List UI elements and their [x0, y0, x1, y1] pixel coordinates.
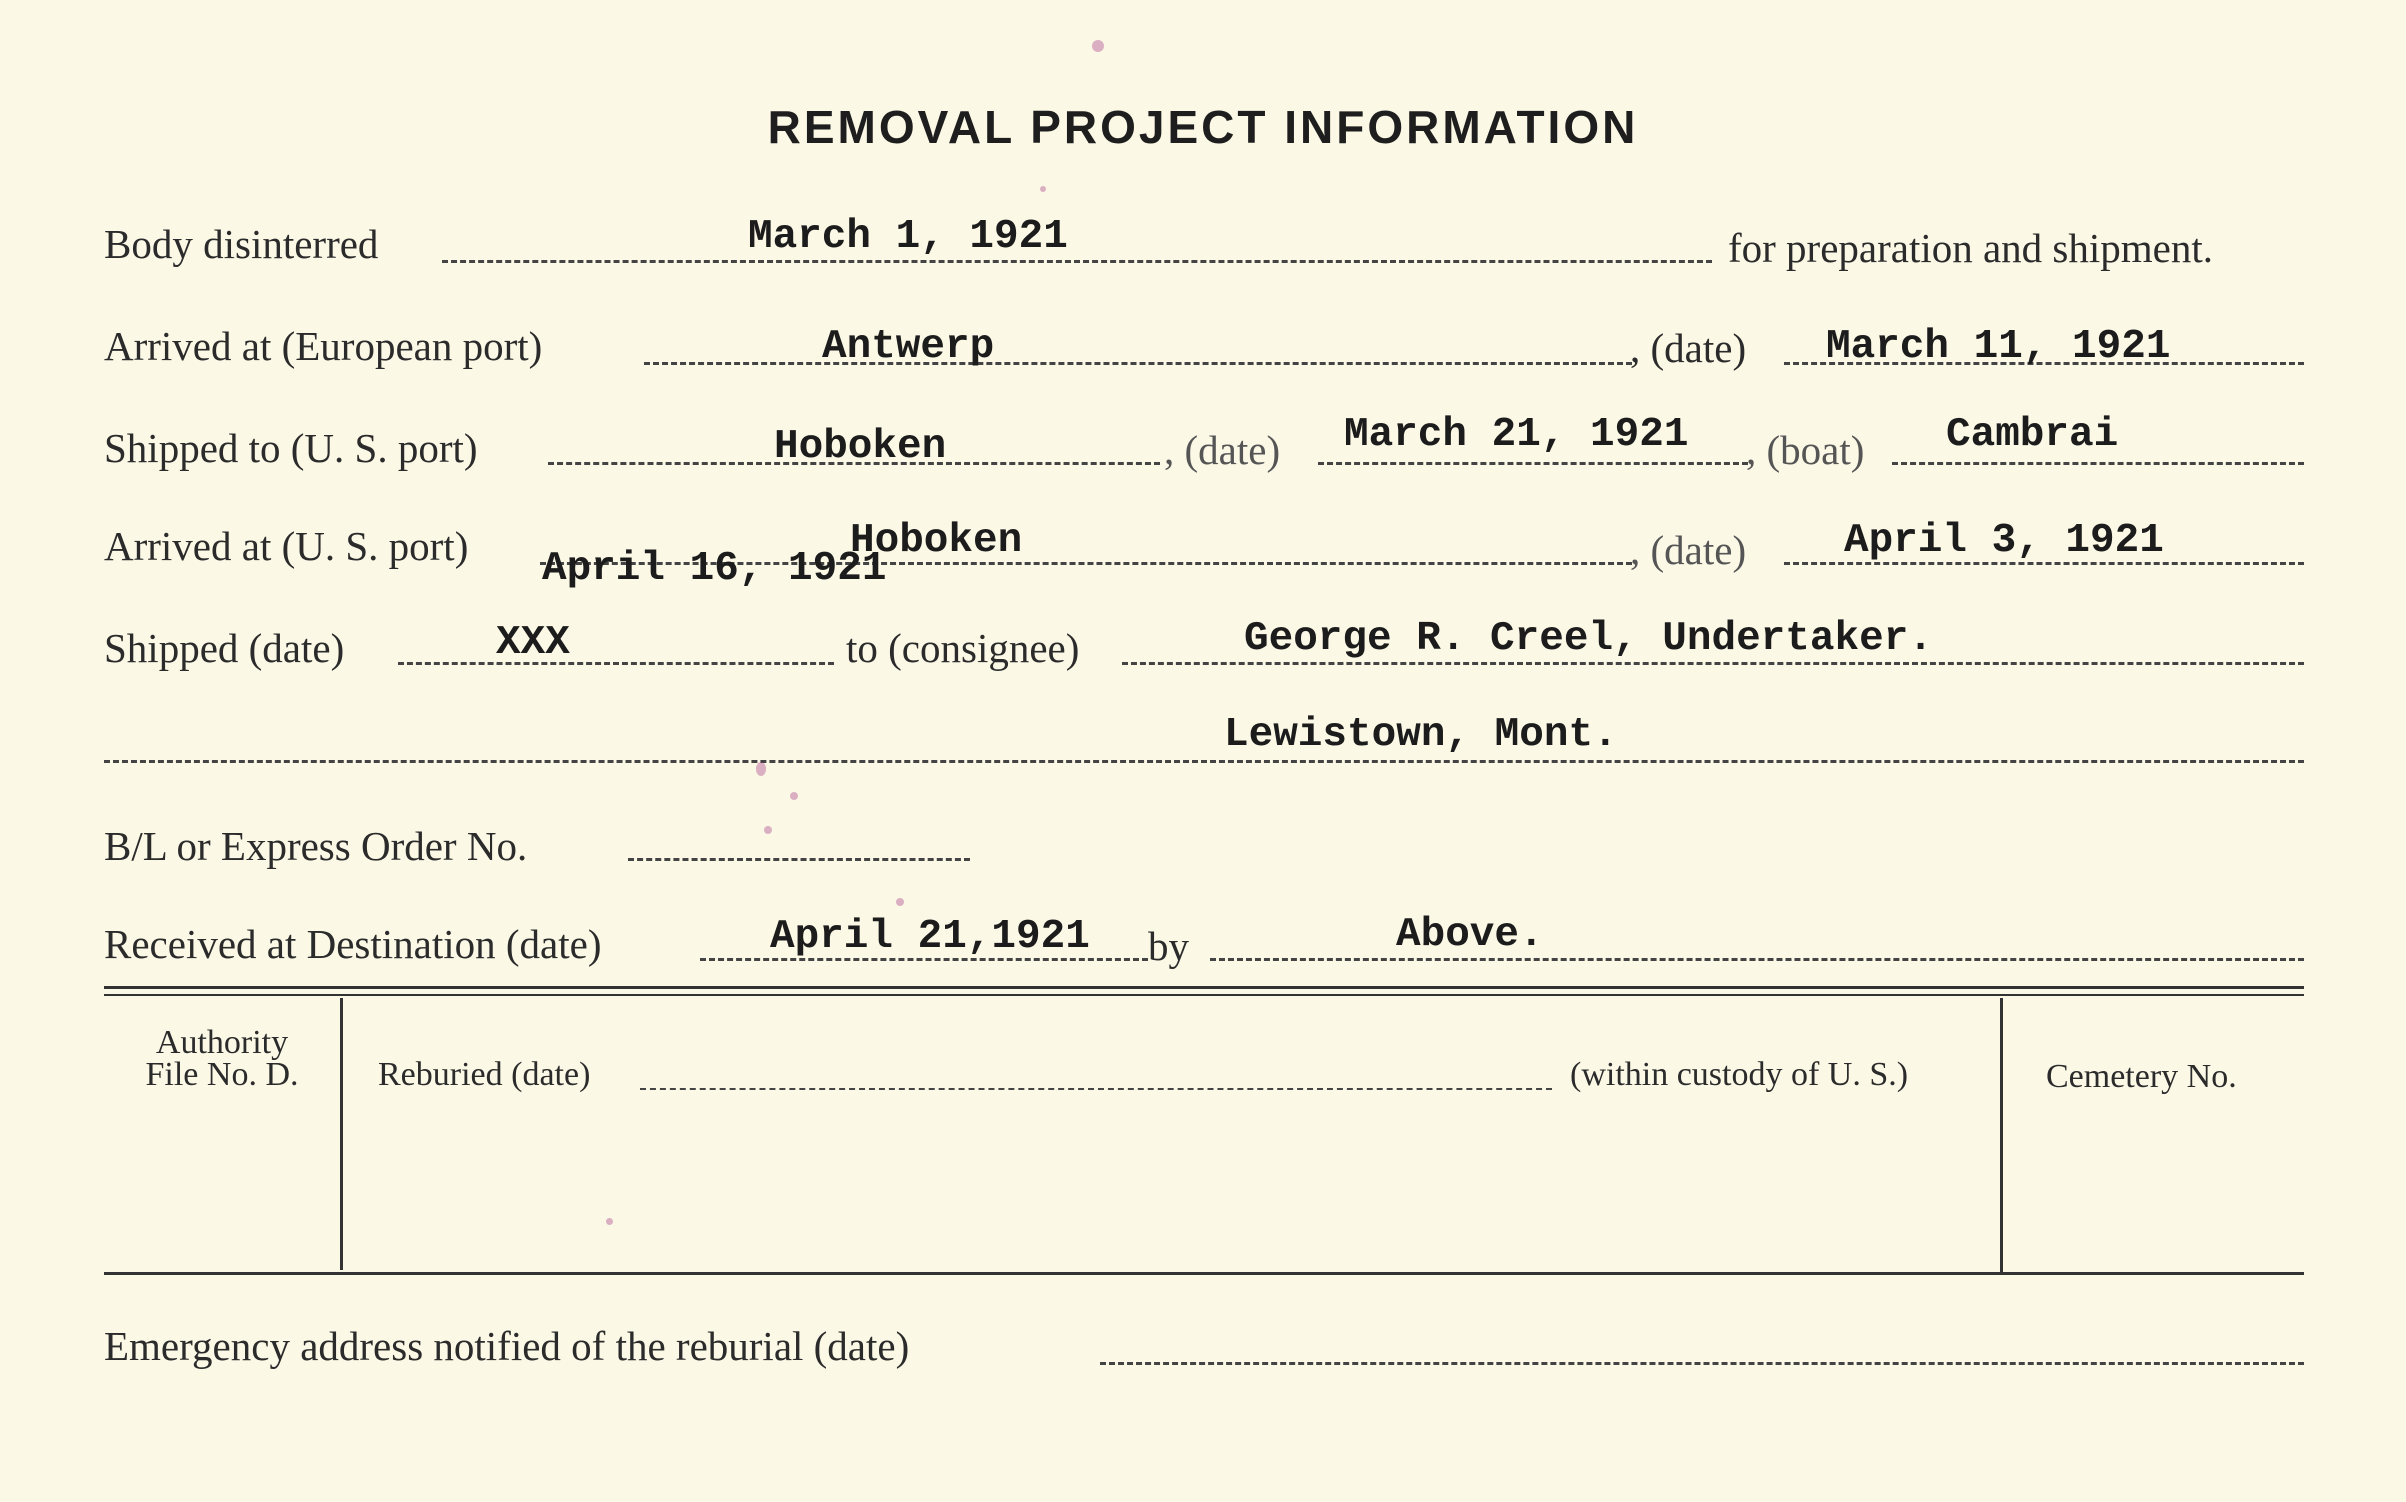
european-port-value: Antwerp: [822, 324, 995, 370]
reburied-label: Reburied (date): [378, 1056, 591, 1093]
received-by-line: [1210, 958, 2304, 961]
ink-speck: [606, 1218, 613, 1225]
european-port-label: Arrived at (European port): [104, 323, 543, 369]
us-port-shipped-label: Shipped to (U. S. port): [104, 425, 478, 471]
received-destination-label: Received at Destination (date): [104, 921, 602, 967]
european-date-value: March 11, 1921: [1826, 324, 2171, 370]
shipped-date-value: XXX: [496, 620, 570, 666]
ink-speck: [790, 792, 798, 800]
consignee-label: to (consignee): [846, 625, 1080, 671]
us-port-arrived-value: Hoboken: [850, 518, 1023, 564]
ink-speck: [764, 826, 772, 834]
us-port-shipped-value: Hoboken: [774, 424, 947, 470]
shipped-date-label: Shipped (date): [104, 625, 345, 671]
us-port-arrived-extra-date: April 16, 1921: [542, 546, 887, 592]
table-top-rule-1: [104, 986, 2304, 989]
table-bottom-rule: [104, 1272, 2304, 1275]
us-port-arrived-date-value: April 3, 1921: [1844, 518, 2164, 564]
custody-label: (within custody of U. S.): [1570, 1056, 1909, 1093]
received-by-value: Above.: [1396, 912, 1544, 958]
body-disinterred-line: [442, 260, 1712, 263]
bl-order-line: [628, 858, 970, 861]
ink-speck: [1040, 186, 1046, 192]
consignee-line: [1122, 662, 2304, 665]
boat-label: , (boat): [1746, 427, 1865, 473]
authority-label-1: Authority: [155, 1024, 289, 1061]
emergency-line: [1100, 1362, 2304, 1365]
us-port-shipped-date-label: , (date): [1164, 427, 1281, 473]
body-disinterred-value: March 1, 1921: [748, 214, 1068, 260]
page-title: REMOVAL PROJECT INFORMATION: [767, 101, 1639, 153]
boat-value: Cambrai: [1946, 412, 2119, 458]
received-by-label: by: [1148, 923, 1189, 969]
emergency-label: Emergency address notified of the reburial (date): [104, 1323, 910, 1369]
table-top-rule-2: [104, 994, 2304, 996]
address-value: Lewistown, Mont.: [1224, 712, 1618, 758]
authority-label-2: File No. D.: [145, 1056, 299, 1093]
body-disinterred-label: Body disinterred: [104, 221, 379, 267]
boat-line: [1892, 462, 2304, 465]
us-port-arrived-label: Arrived at (U. S. port): [104, 523, 469, 569]
european-date-label: , (date): [1630, 325, 1747, 371]
address-line: [104, 760, 2304, 763]
ink-speck: [756, 762, 766, 776]
ink-speck: [1092, 40, 1104, 52]
table-divider-left: [340, 998, 343, 1270]
consignee-value: George R. Creel, Undertaker.: [1244, 616, 1933, 662]
european-port-line: [644, 362, 1632, 365]
table-divider-right: [2000, 998, 2003, 1274]
us-port-shipped-date-value: March 21, 1921: [1344, 412, 1689, 458]
bl-order-label: B/L or Express Order No.: [104, 823, 528, 869]
received-date-value: April 21,1921: [770, 914, 1090, 960]
cemetery-label: Cemetery No.: [2046, 1058, 2237, 1095]
preparation-label: for preparation and shipment.: [1728, 225, 2214, 271]
us-port-shipped-date-line: [1318, 462, 1748, 465]
shipped-date-line: [398, 662, 834, 665]
ink-speck: [896, 898, 904, 906]
reburied-line: [640, 1088, 1552, 1090]
us-port-arrived-date-label: , (date): [1630, 527, 1747, 573]
